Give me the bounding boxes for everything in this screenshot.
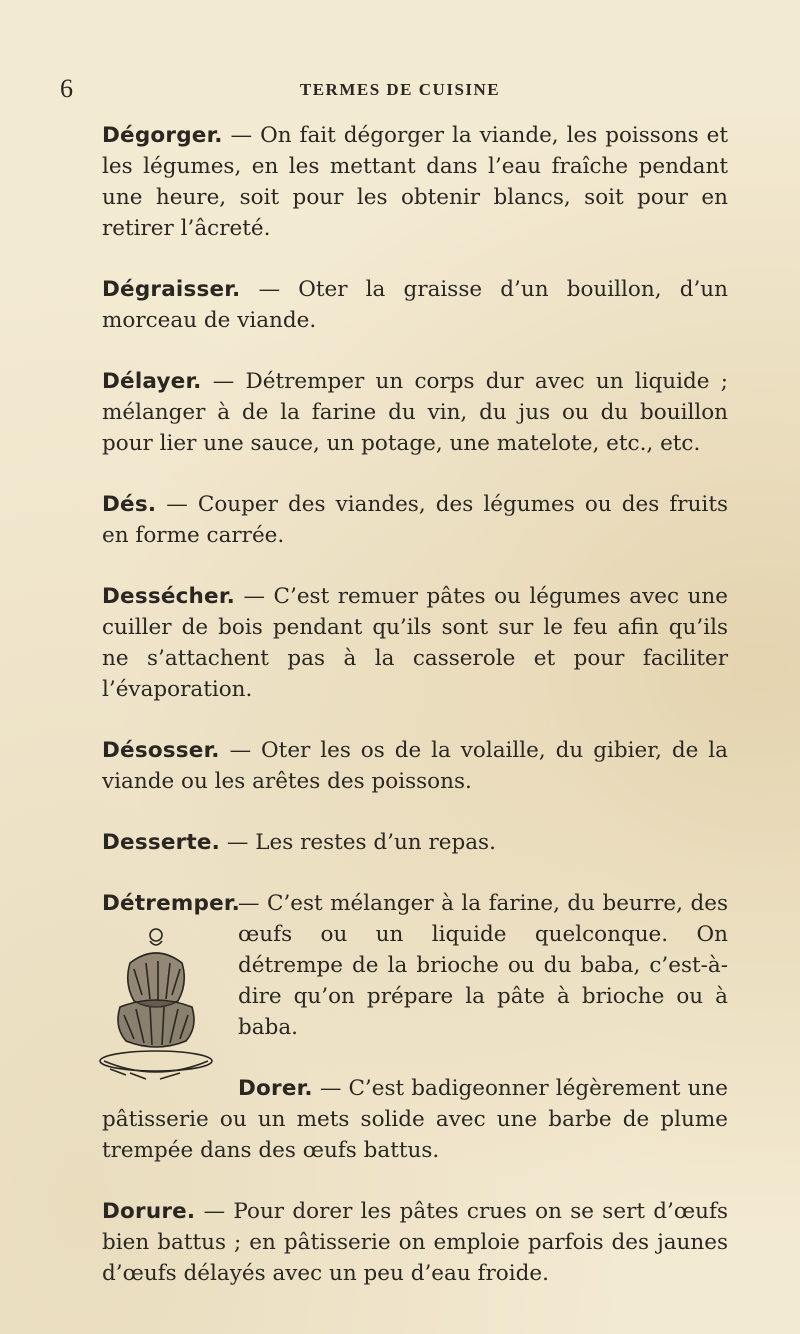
entry-term: Desserte.	[102, 830, 221, 855]
entry-definition: — On fait dégorger la viande, les poissons et les légumes, en les mettant dans l’eau fraîche pendant une heure, soit pour les obtenir blancs, soit pour en retirer l’âcreté.	[102, 123, 728, 241]
entry-term: Dessécher.	[102, 584, 235, 609]
entry-definition: — Les restes d’un repas.	[220, 830, 496, 855]
brioche-illustration-icon	[90, 923, 222, 1093]
entry-definition: — Couper des viandes, des légumes ou des fruits en forme carrée.	[102, 492, 728, 548]
entry-degraisser	[102, 274, 728, 336]
page-number: 6	[60, 74, 73, 103]
entry-term: Dés.	[102, 492, 157, 517]
entry-definition: — Pour dorer les pâtes crues on se sert d’œufs bien battus ; en pâtisserie on emploie parfois des jaunes d’œufs délayés avec un peu d’eau froide.	[102, 1199, 728, 1286]
entry-term: Délayer.	[102, 369, 202, 394]
entry-term: Dorer.	[238, 1076, 313, 1101]
entry-delayer	[102, 366, 728, 459]
running-title: TERMES DE CUISINE	[299, 80, 501, 99]
entry-term: Dégraisser.	[102, 277, 241, 302]
entry-definition: — Oter la graisse d’un bouillon, d’un morceau de viande.	[102, 277, 728, 333]
entry-term: Dégorger.	[102, 123, 223, 148]
entry-term: Désosser.	[102, 738, 220, 763]
entry-desosser	[102, 735, 728, 797]
entry-definition: — Détremper un corps dur avec un liquide ; mélanger à de la farine du vin, du jus ou du bouillon pour lier une sauce, un potage, une matelote, etc., etc.	[102, 369, 728, 456]
entry-definition: — C’est badigeonner légèrement une pâtisserie ou un mets solide avec une barbe de plume trempée dans des œufs battus.	[102, 1076, 728, 1163]
entry-degorger	[102, 120, 728, 244]
page-header	[60, 74, 740, 110]
entry-definition: — C’est remuer pâtes ou légumes avec une cuiller de bois pendant qu’ils sont sur le feu afin qu’ils ne s’attachent pas à la casserole et pour faciliter l’évaporation.	[102, 584, 728, 702]
entry-definition: — Oter les os de la volaille, du gibier, de la viande ou les arêtes des poissons.	[102, 738, 728, 794]
entry-dorure	[102, 1196, 728, 1289]
entry-term: Dorure.	[102, 1199, 196, 1224]
entry-term: Détremper.	[102, 891, 240, 916]
entry-desserte	[102, 827, 728, 858]
glossary-content	[102, 120, 728, 1289]
entry-dessecher	[102, 581, 728, 705]
entry-des	[102, 489, 728, 551]
entry-definition: — C’est mélanger à la farine, du beurre, des œufs ou un liquide quelconque. On détrempe de la brioche ou du baba, c’est-à-dire qu’on prépare la pâte à brioche ou à baba.	[238, 891, 728, 1040]
detremper-block	[102, 888, 728, 1166]
